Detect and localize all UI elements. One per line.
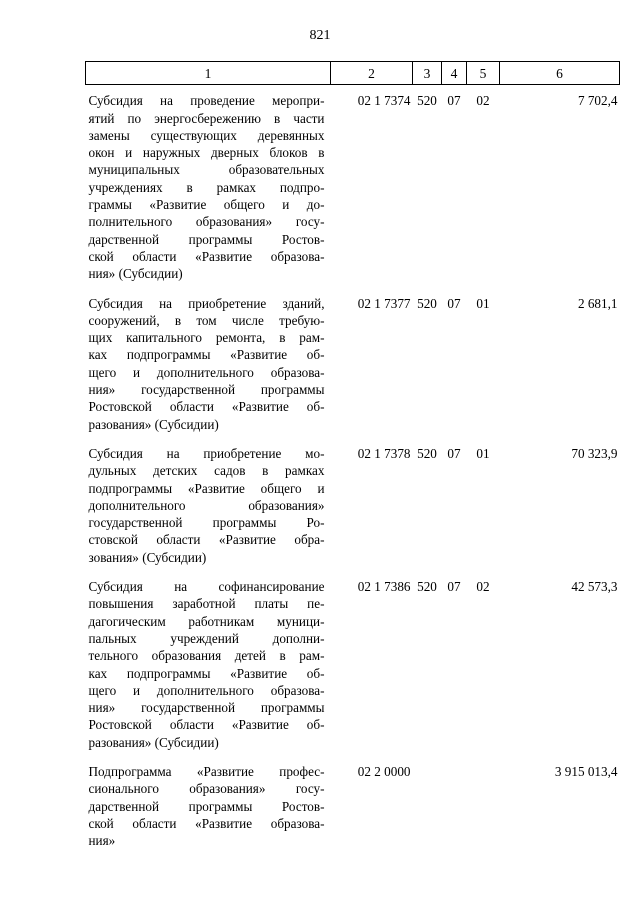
description-line: дополнительного образования» <box>88 497 325 513</box>
row-col-5: 02 <box>476 579 490 595</box>
row-col-3: 520 <box>417 295 437 311</box>
table-header <box>86 62 620 85</box>
row-description <box>86 85 331 288</box>
header-col-5: 5 <box>467 62 500 85</box>
row-col-5: 01 <box>476 295 490 311</box>
description-line: дарственной программы Ростов- <box>88 798 325 814</box>
description-line: Подпрограмма «Развитие профес- <box>88 763 325 779</box>
row-code: 02 1 7378 <box>357 445 411 461</box>
description-line: щего и дополнительного образова- <box>88 682 325 698</box>
description-line: государственной программы Ро- <box>88 515 325 531</box>
description-line: дарственной программы Ростов- <box>88 231 325 247</box>
header-col-1: 1 <box>86 62 331 85</box>
description-line: ния» государственной программы <box>88 700 325 716</box>
description-line: ках подпрограммы «Развитие об- <box>88 665 325 681</box>
row-col-4 <box>442 756 467 854</box>
header-col-6: 6 <box>500 62 620 85</box>
row-code: 02 1 7377 <box>357 295 411 311</box>
description-line: щих капитального ремонта, в рам- <box>88 330 325 346</box>
budget-table <box>85 61 620 854</box>
row-code: 02 2 0000 <box>357 763 411 779</box>
description-line: зования» (Субсидии) <box>88 549 207 565</box>
header-row <box>86 62 620 85</box>
description-line: разования» (Субсидии) <box>88 734 219 750</box>
description-line: Субсидия на приобретение мо- <box>88 445 325 461</box>
row-description <box>86 756 331 854</box>
row-col-4: 07 <box>447 295 461 311</box>
header-col-3: 3 <box>413 62 442 85</box>
description-line: учреждениях в рамках подпро- <box>88 179 325 195</box>
description-line: Ростовской области «Развитие об- <box>88 717 325 733</box>
table-row <box>86 571 620 756</box>
description-line: стовской области «Развитие обра- <box>88 532 325 548</box>
row-description <box>86 288 331 438</box>
description-line: муниципальных образовательных <box>88 162 325 178</box>
row-col-5: 02 <box>476 93 490 109</box>
row-col-5 <box>467 756 500 854</box>
description-line: граммы «Развитие общего и до- <box>88 197 325 213</box>
table-row <box>86 288 620 438</box>
description-line: ятий по энергосбережению в части <box>88 110 325 126</box>
header-col-2: 2 <box>331 62 413 85</box>
description-line: сооружений, в том числе требую- <box>88 312 325 328</box>
description-line: замены существующих деревянных <box>88 127 325 143</box>
row-amount: 70 323,9 <box>571 445 618 461</box>
description-line: пальных учреждений дополни- <box>88 630 325 646</box>
description-line: ской области «Развитие образова- <box>88 248 325 264</box>
row-amount: 3 915 013,4 <box>554 763 618 779</box>
description-line: ской области «Развитие образова- <box>88 815 325 831</box>
description-line: дагогическим работникам муници- <box>88 613 325 629</box>
row-col-3 <box>413 756 442 854</box>
table-body <box>86 85 620 855</box>
row-description <box>86 571 331 756</box>
row-col-4: 07 <box>447 93 461 109</box>
table-row <box>86 85 620 288</box>
row-description <box>86 438 331 571</box>
header-col-4: 4 <box>442 62 467 85</box>
row-amount: 42 573,3 <box>571 579 618 595</box>
description-line: сионального образования» госу- <box>88 781 325 797</box>
row-code: 02 1 7374 <box>357 93 411 109</box>
description-line: Ростовской области «Развитие об- <box>88 399 325 415</box>
row-col-3: 520 <box>417 93 437 109</box>
row-amount: 7 702,4 <box>577 93 618 109</box>
row-code: 02 1 7386 <box>357 579 411 595</box>
description-line: тельного образования детей в рам- <box>88 648 325 664</box>
row-col-5: 01 <box>476 445 490 461</box>
description-line: полнительного образования» госу- <box>88 214 325 230</box>
row-col-4: 07 <box>447 445 461 461</box>
description-line: ния» (Субсидии) <box>88 266 183 282</box>
table-row <box>86 438 620 571</box>
table-row <box>86 756 620 854</box>
description-line: ния» государственной программы <box>88 382 325 398</box>
row-col-4: 07 <box>447 579 461 595</box>
row-amount: 2 681,1 <box>577 295 618 311</box>
description-line: Субсидия на проведение меропри- <box>88 93 325 109</box>
description-line: Субсидия на софинансирование <box>88 579 325 595</box>
description-line: ках подпрограммы «Развитие об- <box>88 347 325 363</box>
description-line: дульных детских садов в рамках <box>88 463 325 479</box>
description-line: подпрограммы «Развитие общего и <box>88 480 325 496</box>
description-line: ния» <box>88 833 116 849</box>
row-col-3: 520 <box>417 445 437 461</box>
description-line: щего и дополнительного образова- <box>88 364 325 380</box>
description-line: повышения заработной платы пе- <box>88 596 325 612</box>
description-line: окон и наружных дверных блоков в <box>88 145 325 161</box>
row-col-3: 520 <box>417 579 437 595</box>
description-line: разования» (Субсидии) <box>88 416 219 432</box>
page-number: 821 <box>309 28 331 43</box>
description-line: Субсидия на приобретение зданий, <box>88 295 325 311</box>
